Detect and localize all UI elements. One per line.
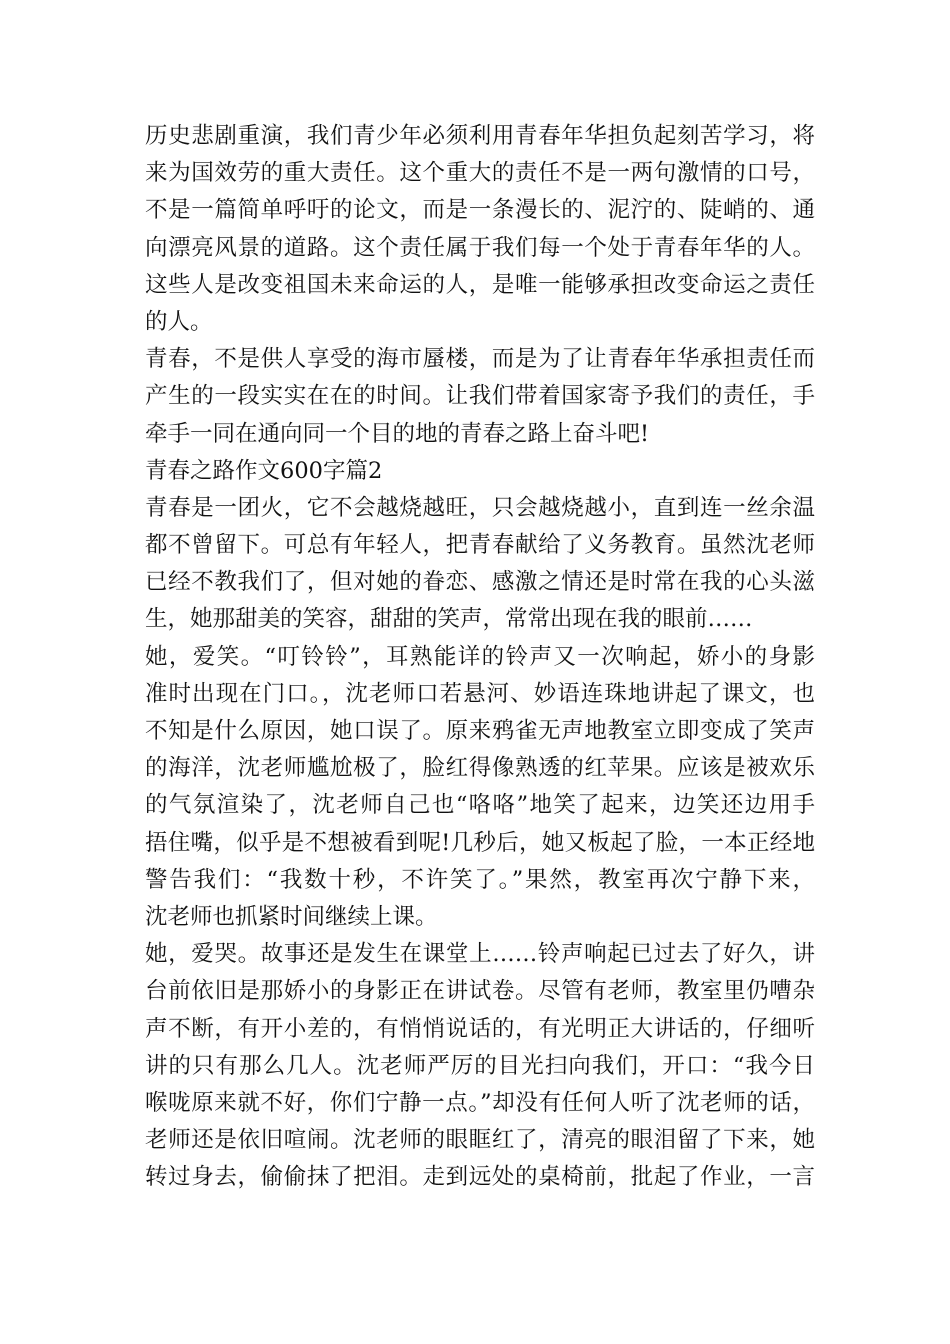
- text-line: 的海洋，沈老师尴尬极了，脸红得像熟透的红苹果。应该是被欢乐: [145, 755, 815, 782]
- text-line: 老师还是依旧喧闹。沈老师的眼眶红了，清亮的眼泪留了下来，她: [145, 1127, 815, 1154]
- text-line: 生，她那甜美的笑容，甜甜的笑声，常常出现在我的眼前……: [145, 606, 753, 633]
- text-line: 青春是一团火，它不会越烧越旺，只会越烧越小，直到连一丝余温: [145, 494, 815, 521]
- text-line: 声不断，有开小差的，有悄悄说话的，有光明正大讲话的，仔细听: [145, 1015, 815, 1042]
- text-line: 都不曾留下。可总有年轻人，把青春献给了义务教育。虽然沈老师: [145, 532, 815, 559]
- text-line: 向漂亮风景的道路。这个责任属于我们每一个处于青春年华的人。: [145, 234, 815, 261]
- text-line: 历史悲剧重演，我们青少年必须利用青春年华担负起刻苦学习，将: [145, 123, 815, 149]
- text-line: 这些人是改变祖国未来命运的人，是唯一能够承担改变命运之责任: [145, 271, 815, 298]
- text-line: 青春，不是供人享受的海市蜃楼，而是为了让青春年华承担责任而: [145, 346, 815, 373]
- text-line: 沈老师也抓紧时间继续上课。: [145, 903, 438, 930]
- text-line: 牵手一同在通向同一个目的地的青春之路上奋斗吧!: [145, 420, 650, 447]
- text-line: 警告我们：“我数十秒，不许笑了。”果然，教室再次宁静下来，: [145, 866, 815, 893]
- text-line: 喉咙原来就不好，你们宁静一点。”却没有任何人听了沈老师的话，: [145, 1089, 815, 1116]
- text-line: 准时出现在门口。，沈老师口若悬河、妙语连珠地讲起了课文，也: [145, 680, 815, 707]
- text-line: 转过身去，偷偷抹了把泪。走到远处的桌椅前，批起了作业，一言: [145, 1164, 815, 1191]
- text-line: 她，爱笑。“叮铃铃”，耳熟能详的铃声又一次响起，娇小的身影: [145, 643, 815, 670]
- text-line: 的气氛渲染了，沈老师自己也“咯咯”地笑了起来，边笑还边用手: [145, 792, 815, 819]
- text-line: 台前依旧是那娇小的身影正在讲试卷。尽管有老师，教室里仍嘈杂: [145, 978, 815, 1005]
- text-line: 讲的只有那么几人。沈老师严厉的目光扫向我们，开口：“我今日: [145, 1052, 815, 1079]
- text-line: 她，爱哭。故事还是发生在课堂上……铃声响起已过去了好久，讲: [145, 941, 815, 968]
- text-line: 捂住嘴，似乎是不想被看到呢!几秒后，她又板起了脸，一本正经地: [145, 829, 815, 856]
- text-line: 的人。: [145, 308, 213, 335]
- text-line: 来为国效劳的重大责任。这个重大的责任不是一两句激情的口号，: [145, 160, 815, 187]
- text-line: 产生的一段实实在在的时间。让我们带着国家寄予我们的责任，手: [145, 383, 815, 410]
- text-line: 不知是什么原因，她口误了。原来鸦雀无声地教室立即变成了笑声: [145, 718, 815, 744]
- document-body-text: [145, 118, 815, 1196]
- text-line: 不是一篇简单呼吁的论文，而是一条漫长的、泥泞的、陡峭的、通: [145, 197, 815, 224]
- text-line: 已经不教我们了，但对她的眷恋、感激之情还是时常在我的心头滋: [145, 569, 815, 596]
- text-line: 青春之路作文600字篇2: [145, 457, 383, 484]
